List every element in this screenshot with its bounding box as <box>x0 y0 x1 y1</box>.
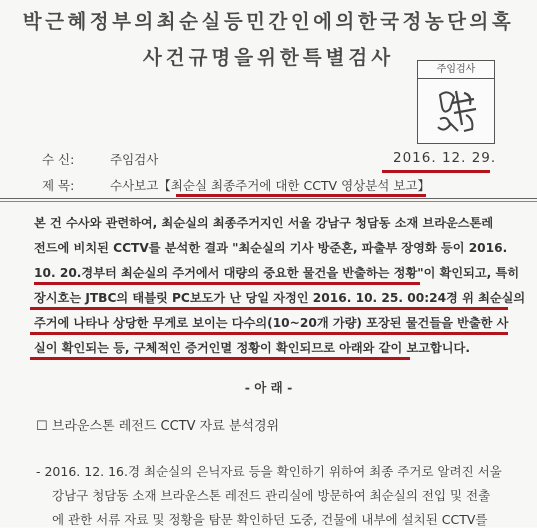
subject-underline <box>176 194 426 197</box>
body-line-4: 장시호는 JTBC의 태블릿 PC보도가 난 당일 자정인 2016. 10. 25. 00:24경 위 최순실의 <box>34 291 526 305</box>
section-title: ☐ 브라운스톤 레전드 CCTV 자료 분석경위 <box>36 419 280 434</box>
detail-line-2: 강남구 청담동 소재 브라운스톤 레전드 관리실에 방문하여 최순실의 전입 및 전출 <box>52 488 491 503</box>
body-line-1: 본 건 수사와 관련하여, 최순실의 최종주거지인 서울 강남구 청담동 소재 브라운스톤레 <box>34 216 494 230</box>
stamp-label: 주임검사 <box>418 61 494 79</box>
body-underline-3 <box>30 332 508 335</box>
body-line-3: 10. 20.경부터 최순실의 주거에서 대량의 중요한 물건을 반출하는 정황"이 확인되고, 특히 <box>34 266 520 280</box>
recipient-label: 수 신: <box>42 152 75 167</box>
body-underline-1 <box>34 282 420 285</box>
recipient-value: 주임검사 <box>110 152 159 167</box>
body-line-2: 전드에 비치된 CCTV를 분석한 결과 "최순실의 기사 방준혼, 파출부 장영화 등이 2016. <box>34 241 508 255</box>
subject-value: 수사보고【최순실 최종주거에 대한 CCTV 영상분석 보고】 <box>110 178 431 193</box>
detail-line-3: 에 관한 서류 자료 및 정황을 탐문 확인하던 도중, 건물에 내부에 설치된 CCTV를 <box>52 512 488 527</box>
body-line-6: 실이 확인되는 등, 구체적인 증거인멸 정황이 확인되므로 아래와 같이 보고합니다. <box>34 341 470 355</box>
date-underline <box>382 170 490 173</box>
seal-signature-icon <box>434 85 480 135</box>
document-title-line2: 사건규명을위한특별검사 <box>142 46 395 69</box>
body-underline-2 <box>30 307 508 310</box>
separator-heading: - 아 래 - <box>244 380 293 395</box>
header-divider-2 <box>0 201 537 202</box>
document-title-line1: 박근혜정부의최순실등민간인에의한국정농단의혹 <box>22 10 515 33</box>
header-divider <box>0 198 537 199</box>
body-line-5: 주거에 나타나 상당한 무게로 보이는 다수의(10~20개 가량) 포장된 물건들을 반출한 사 <box>34 316 509 330</box>
approval-stamp-box <box>417 60 495 144</box>
body-underline-4 <box>30 357 410 360</box>
document-date: 2016. 12. 29. <box>393 150 497 166</box>
detail-line-1: - 2016. 12. 16.경 최순실의 은닉자료 등을 확인하기 위하여 최종 주거로 알려진 서울 <box>36 464 502 479</box>
subject-label: 제 목: <box>42 178 75 193</box>
